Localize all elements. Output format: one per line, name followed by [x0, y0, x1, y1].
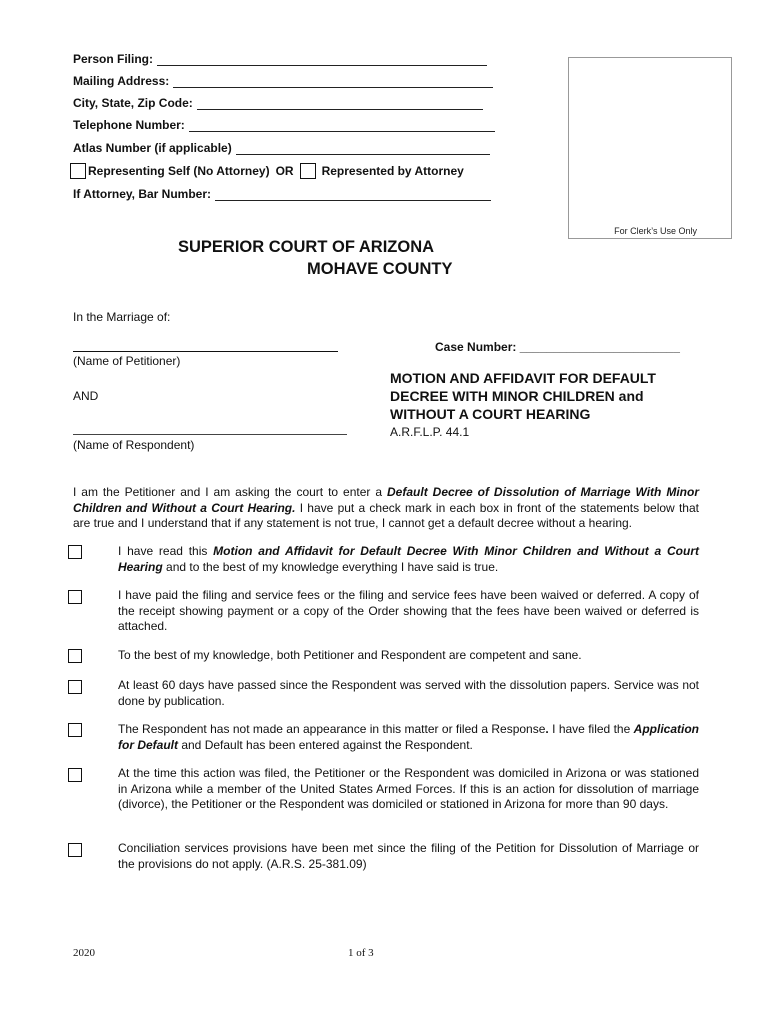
intro-period: .: [292, 500, 296, 515]
item-5-period: .: [545, 722, 549, 736]
telephone-row: [73, 118, 495, 132]
telephone-label: Telephone Number:: [73, 118, 185, 132]
item-2-checkbox[interactable]: [68, 590, 82, 604]
item-5-text-e: and Default has been entered against the Respondent.: [178, 737, 473, 752]
petitioner-name-caption: (Name of Petitioner): [73, 354, 181, 368]
in-the-marriage-of: In the Marriage of:: [73, 310, 171, 324]
person-filing-field[interactable]: [157, 54, 487, 66]
item-6-checkbox[interactable]: [68, 768, 82, 782]
footer-year: 2020: [73, 947, 95, 959]
item-1-text-c: and to the best of my knowledge everything I have said is true.: [162, 559, 499, 574]
footer-page-number: 1 of 3: [348, 947, 374, 959]
representation-row: [70, 163, 464, 179]
document-title-line-2: DECREE WITH MINOR CHILDREN and: [390, 388, 644, 404]
case-number-row: [435, 340, 680, 354]
item-4-checkbox[interactable]: [68, 680, 82, 694]
rule-citation: A.R.F.L.P. 44.1: [390, 425, 470, 439]
bar-number-row: [73, 187, 491, 201]
item-1-text: [118, 544, 699, 575]
mailing-address-label: Mailing Address:: [73, 74, 170, 88]
and-label: AND: [73, 389, 99, 403]
item-5-text: [118, 722, 699, 753]
case-number-field[interactable]: ________________________: [519, 340, 680, 354]
person-filing-row: [73, 52, 487, 66]
bar-number-field[interactable]: [215, 189, 491, 201]
item-7-checkbox[interactable]: [68, 843, 82, 857]
intro-emphasis: Default Decree of Dissolution of Marriage With Minor Children and Without a Court Hearing: [73, 485, 700, 515]
mailing-address-row: [73, 74, 493, 88]
bar-number-label: If Attorney, Bar Number:: [73, 187, 212, 201]
represented-by-attorney-checkbox[interactable]: [300, 163, 316, 179]
item-6-text: At the time this action was filed, the Petitioner or the Respondent was domiciled in Arizona or was stationed in Arizona while a member of the United States Armed Forces. If this is an action for dissolution of marriage (divorce), the Petitioner or the Respondent was domiciled or stationed in Arizona for more than 90 days.: [118, 766, 699, 811]
atlas-number-row: [73, 141, 490, 155]
telephone-field[interactable]: [189, 120, 495, 132]
item-5-emphasis: Application for Default: [118, 722, 699, 752]
atlas-number-field[interactable]: [236, 143, 490, 155]
city-state-zip-field[interactable]: [197, 98, 483, 110]
respondent-name-line[interactable]: [73, 434, 347, 435]
representing-self-label: Representing Self (No Attorney): [88, 164, 270, 178]
item-2-text: I have paid the filing and service fees or the filing and service fees have been waived or deferred. A copy of the receipt showing payment or a copy of the Order showing that the fees have been waived or deferred is attached.: [118, 588, 699, 633]
clerk-use-box: [568, 57, 732, 239]
atlas-number-label: Atlas Number (if applicable): [73, 141, 232, 155]
document-title-line-1: MOTION AND AFFIDAVIT FOR DEFAULT: [390, 370, 656, 386]
item-1-text-a: I have read this: [118, 544, 214, 558]
item-5-text-c: I have filed the: [548, 722, 634, 736]
document-title-line-3: WITHOUT A COURT HEARING: [390, 406, 591, 422]
item-5-checkbox[interactable]: [68, 723, 82, 737]
person-filing-label: Person Filing:: [73, 52, 154, 66]
intro-paragraph: [73, 485, 699, 532]
respondent-name-caption: (Name of Respondent): [73, 438, 195, 452]
item-4-text: At least 60 days have passed since the Respondent was served with the dissolution papers. Service was not done by publication.: [118, 678, 699, 708]
petitioner-name-line[interactable]: [73, 351, 338, 352]
item-1-emphasis: Motion and Affidavit for Default Decree With Minor Children and Without a Court Hearing: [118, 544, 699, 574]
item-7-text: Conciliation services provisions have been met since the filing of the Petition for Dissolution of Marriage or the provisions do not apply. (A.R.S. 25-381.09): [118, 841, 699, 871]
intro-text-1: I am the Petitioner and I am asking the court to enter a: [73, 485, 388, 499]
represented-by-attorney-label: Represented by Attorney: [321, 164, 464, 178]
intro-text-2: I have put a check mark in each box in front of the statements below that are true and I understand that if any statement is not true, I cannot get a default decree without a hearing.: [73, 500, 699, 530]
city-state-zip-label: City, State, Zip Code:: [73, 96, 193, 110]
court-name: SUPERIOR COURT OF ARIZONA: [178, 238, 435, 256]
representing-self-checkbox[interactable]: [70, 163, 86, 179]
city-state-zip-row: [73, 96, 483, 110]
case-number-label: Case Number:: [435, 340, 517, 354]
item-3-checkbox[interactable]: [68, 649, 82, 663]
mailing-address-field[interactable]: [173, 76, 493, 88]
or-label: OR: [275, 164, 294, 178]
item-5-text-a: The Respondent has not made an appearance in this matter or filed a Response: [118, 722, 546, 736]
item-1-checkbox[interactable]: [68, 545, 82, 559]
county-name: MOHAVE COUNTY: [307, 260, 453, 278]
item-3-text: To the best of my knowledge, both Petitioner and Respondent are competent and sane.: [118, 648, 582, 662]
clerk-use-label: For Clerk’s Use Only: [614, 226, 697, 236]
